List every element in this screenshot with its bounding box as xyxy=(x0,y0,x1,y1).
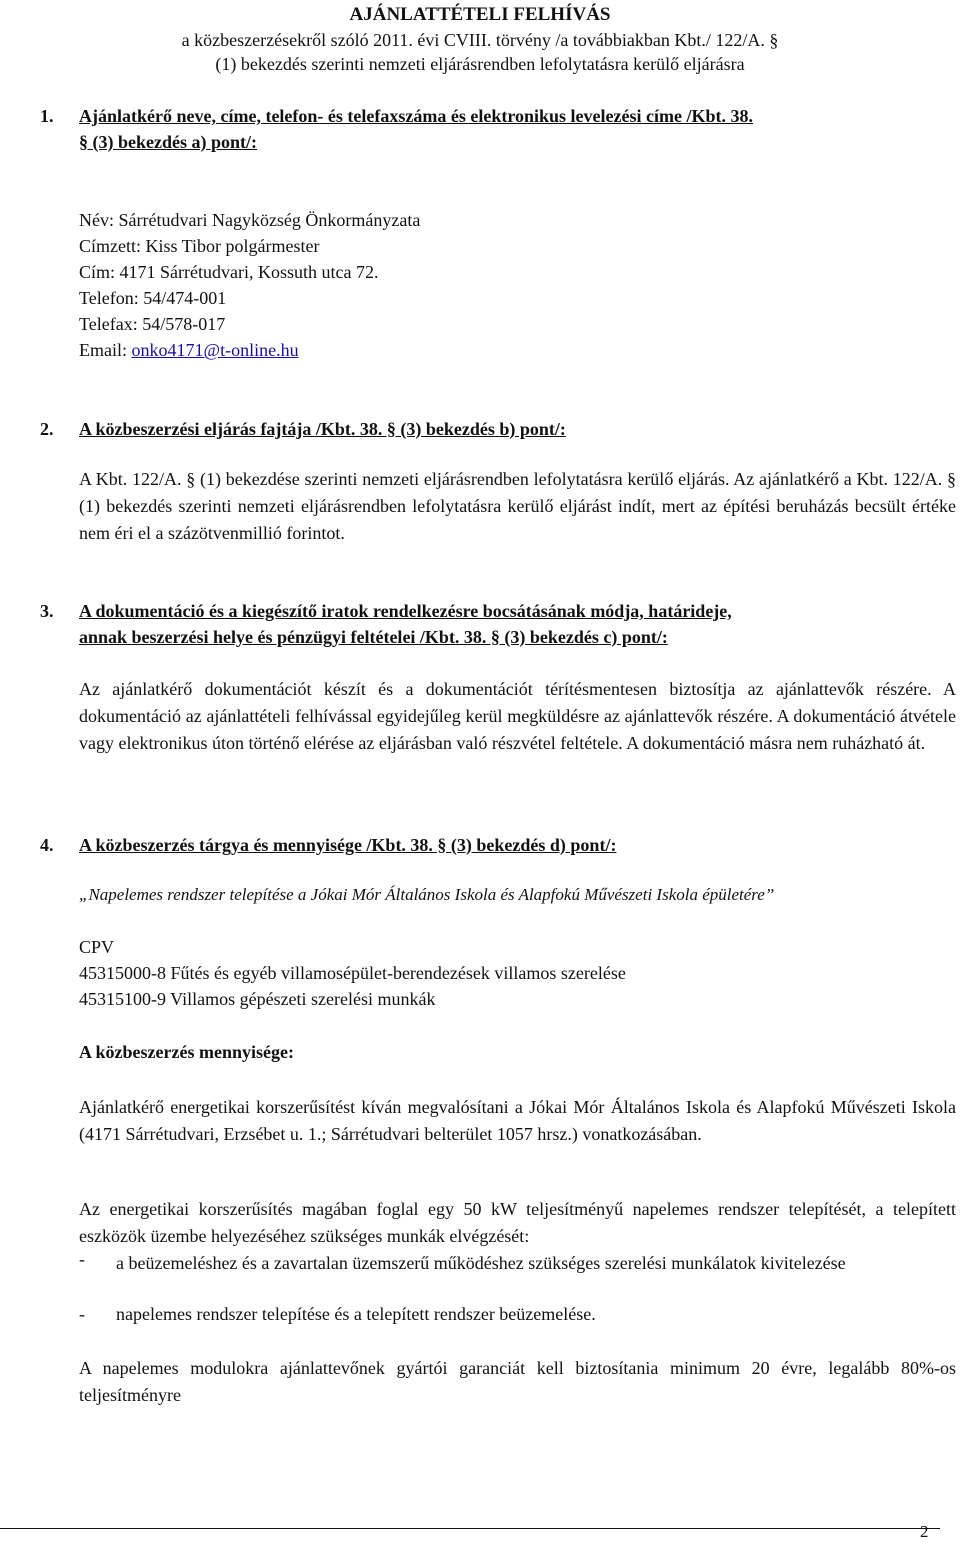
contracting-authority-addressee: Címzett: Kiss Tibor polgármester xyxy=(79,236,320,256)
bullet-dash-2: - xyxy=(79,1304,85,1324)
cpv-code-2: 45315100-9 Villamos gépészeti szerelési munkák xyxy=(79,989,436,1009)
quantity-heading: A közbeszerzés mennyisége: xyxy=(79,1042,294,1062)
bullet-dash-1: - xyxy=(79,1249,85,1269)
section-2-heading: A közbeszerzési eljárás fajtája /Kbt. 38. § (3) bekezdés b) pont/: xyxy=(79,419,566,439)
title-subline-2: (1) bekezdés szerinti nemzeti eljárásrendben lefolytatásra kerülő eljárásra xyxy=(215,54,745,74)
section-4-heading: A közbeszerzés tárgya és mennyisége /Kbt. 38. § (3) bekezdés d) pont/: xyxy=(79,835,617,855)
cpv-label: CPV xyxy=(79,937,115,957)
section-2-body: A Kbt. 122/A. § (1) bekezdése szerinti nemzeti eljárásrendben lefolytatásra kerülő eljárás. Az ajánlatkérő a Kbt. 122/A. § (1) bekezdés szerinti nemzeti eljárásrendben lefolytatásra kerülő eljárást indít, mert az építési beruházás becsült értéke nem éri el a százötvenmillió forintot. xyxy=(79,469,956,543)
section-1-heading-line-2: § (3) bekezdés a) pont/: xyxy=(79,132,257,152)
procurement-subject: „Napelemes rendszer telepítése a Jókai Mór Általános Iskola és Alapfokú Művészeti Iskola épületére” xyxy=(79,885,775,904)
title-subline-1: a közbeszerzésekről szóló 2011. évi CVIII. törvény /a továbbiakban Kbt./ 122/A. § xyxy=(181,30,779,50)
contracting-authority-name: Név: Sárrétudvari Nagyközség Önkormányzata xyxy=(79,210,421,230)
contracting-authority-email-row xyxy=(79,341,299,359)
quantity-paragraph-1: Ajánlatkérő energetikai korszerűsítést kíván megvalósítani a Jókai Mór Általános Iskola és Alapfokú Művészeti Iskola (4171 Sárrétudvari, Erzsébet u. 1.; Sárrétudvari belterület 1057 hrsz.) vonatkozásában. xyxy=(79,1097,956,1144)
footer-rule xyxy=(0,1528,940,1529)
contracting-authority-address: Cím: 4171 Sárrétudvari, Kossuth utca 72. xyxy=(79,262,379,282)
contracting-authority-fax: Telefax: 54/578-017 xyxy=(79,314,226,334)
section-3-number: 3. xyxy=(40,601,54,621)
section-1-number: 1. xyxy=(40,106,54,126)
cpv-code-1: 45315000-8 Fűtés és egyéb villamosépület-berendezések villamos szerelése xyxy=(79,963,626,983)
document-title: AJÁNLATTÉTELI FELHÍVÁS xyxy=(349,4,611,25)
section-4-number: 4. xyxy=(40,835,54,855)
bullet-item-2: napelemes rendszer telepítése és a telepített rendszer beüzemelése. xyxy=(116,1304,596,1324)
section-3-heading-line-1: A dokumentáció és a kiegészítő iratok rendelkezésre bocsátásának módja, határideje, xyxy=(79,601,732,621)
quantity-paragraph-3: A napelemes modulokra ajánlattevőnek gyártói garanciát kell biztosítania minimum 20 évre, legalább 80%-os teljesítményre xyxy=(79,1358,956,1405)
bullet-item-1: a beüzemeléshez és a zavartalan üzemszerű működéshez szükséges szerelési munkálatok kivitelezése xyxy=(116,1253,846,1273)
email-label: Email: xyxy=(79,340,132,360)
section-3-body: Az ajánlatkérő dokumentációt készít és a dokumentációt térítésmentesen biztosítja az ajánlattevők részére. A dokumentáció az ajánlattételi felhívással egyidejűleg kerül megküldésre az ajánlattevők részére. A dokumentáció átvétele vagy elektronikus úton történő elérése az eljárásban való részvétel feltétele. A dokumentáció másra nem ruházható át. xyxy=(79,679,956,753)
section-3-heading-line-2: annak beszerzési helye és pénzügyi feltételei /Kbt. 38. § (3) bekezdés c) pont/: xyxy=(79,627,668,647)
contracting-authority-phone: Telefon: 54/474-001 xyxy=(79,288,227,308)
section-2-number: 2. xyxy=(40,419,54,439)
quantity-paragraph-2: Az energetikai korszerűsítés magában foglal egy 50 kW teljesítményű napelemes rendszer telepítését, a telepített eszközök üzembe helyezéséhez szükséges munkák elvégzését: xyxy=(79,1199,956,1246)
section-1-heading-line-1: Ajánlatkérő neve, címe, telefon- és telefaxszáma és elektronikus levelezési címe /Kbt. 38. xyxy=(79,106,753,126)
page-number: 2 xyxy=(920,1522,929,1541)
email-link[interactable]: onko4171@t-online.hu xyxy=(131,340,299,360)
